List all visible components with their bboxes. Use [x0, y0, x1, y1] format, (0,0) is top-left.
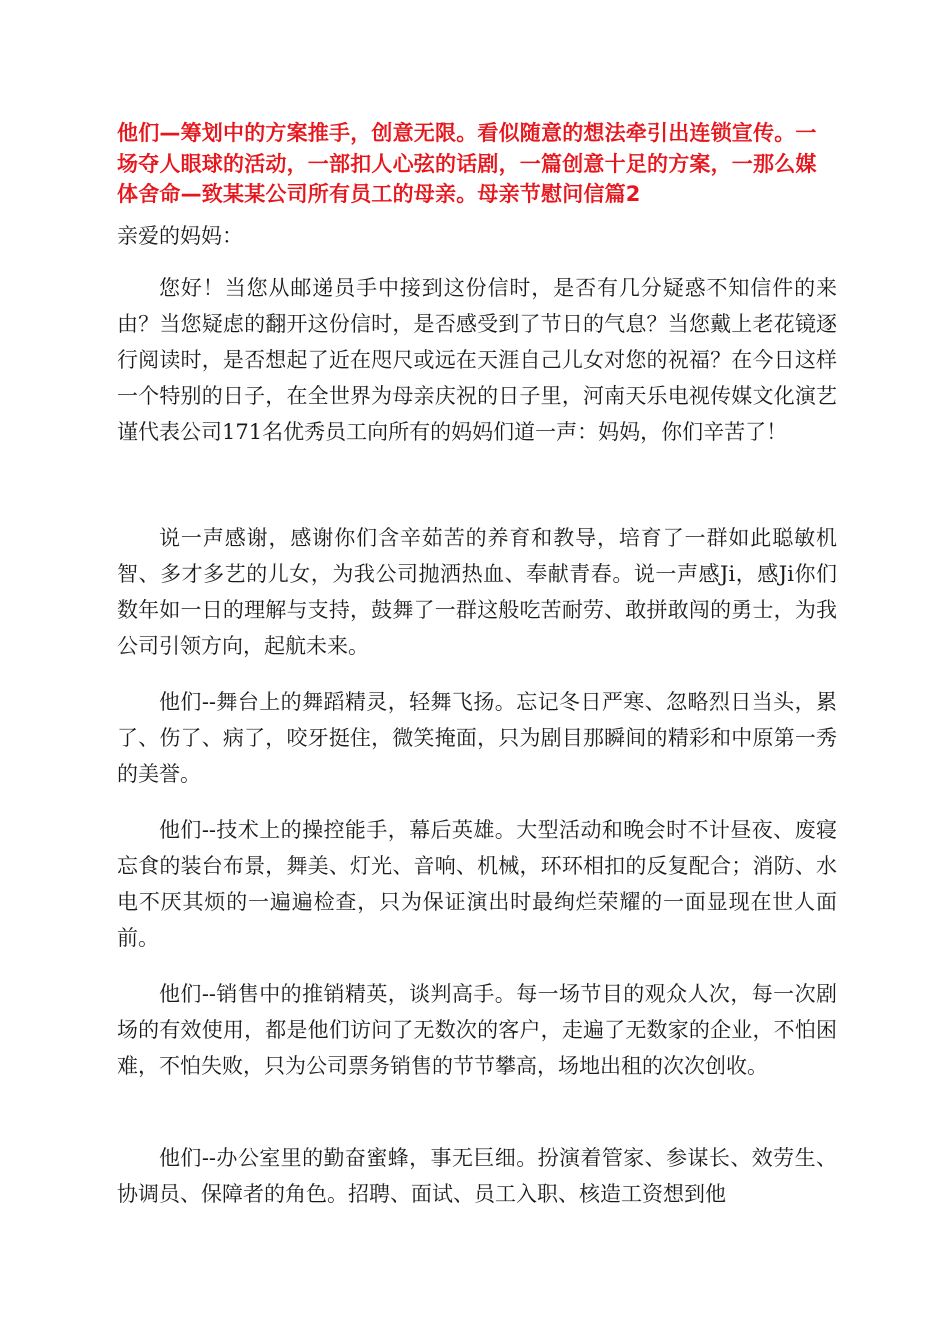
paragraph-3: 他们--舞台上的舞蹈精灵，轻舞飞扬。忘记冬日严寒、忽略烈日当头，累了、伤了、病了，咬牙挺住，微笑掩面，只为剧目那瞬间的精彩和中原第一秀的美誉。	[117, 690, 837, 786]
paragraph-6: 他们--办公室里的勤奋蜜蜂，事无巨细。扮演着管家、参谋长、效劳生、协调员、保障者的角色。招聘、面试、员工入职、核造工资想到他	[117, 1146, 837, 1206]
salutation: 亲爱的妈妈：	[117, 224, 243, 248]
paragraph-4: 他们--技术上的操控能手，幕后英雄。大型活动和晚会时不计昼夜、废寝忘食的装台布景，舞美、灯光、音响、机械，环环相扣的反复配合；消防、水电不厌其烦的一遍遍检查，只为保证演出时最绚烂荣耀的一面显现在世人面前。	[117, 818, 837, 950]
paragraph-1: 您好！当您从邮递员手中接到这份信时，是否有几分疑惑不知信件的来由？当您疑虑的翻开这份信时，是否感受到了节日的气息？当您戴上老花镜逐行阅读时，是否想起了近在咫尺或远在天涯自己儿女对您的祝福？在今日这样一个特别的日子，在全世界为母亲庆祝的日子里，河南天乐电视传媒文化演艺谨代表公司171名优秀员工向所有的妈妈们道一声：妈妈，你们辛苦了！	[117, 276, 837, 444]
paragraph-5: 他们--销售中的推销精英，谈判高手。每一场节目的观众人次，每一次剧场的有效使用，都是他们访问了无数次的客户，走遍了无数家的企业，不怕困难，不怕失败，只为公司票务销售的节节攀高，场地出租的次次创收。	[117, 982, 837, 1078]
paragraph-2: 说一声感谢，感谢你们含辛茹苦的养育和教导，培育了一群如此聪敏机智、多才多艺的儿女，为我公司抛洒热血、奉献青春。说一声感Ji，感Ji你们数年如一日的理解与支持，鼓舞了一群这般吃苦耐劳、敢拼敢闯的勇士，为我公司引领方向，起航未来。	[117, 526, 837, 658]
document-heading: 他们—筹划中的方案推手，创意无限。看似随意的想法牵引出连锁宣传。一场夺人眼球的活动，一部扣人心弦的话剧，一篇创意十足的方案，一那么媒体舍命—致某某公司所有员工的母亲。母亲节慰问信篇2	[117, 121, 817, 206]
